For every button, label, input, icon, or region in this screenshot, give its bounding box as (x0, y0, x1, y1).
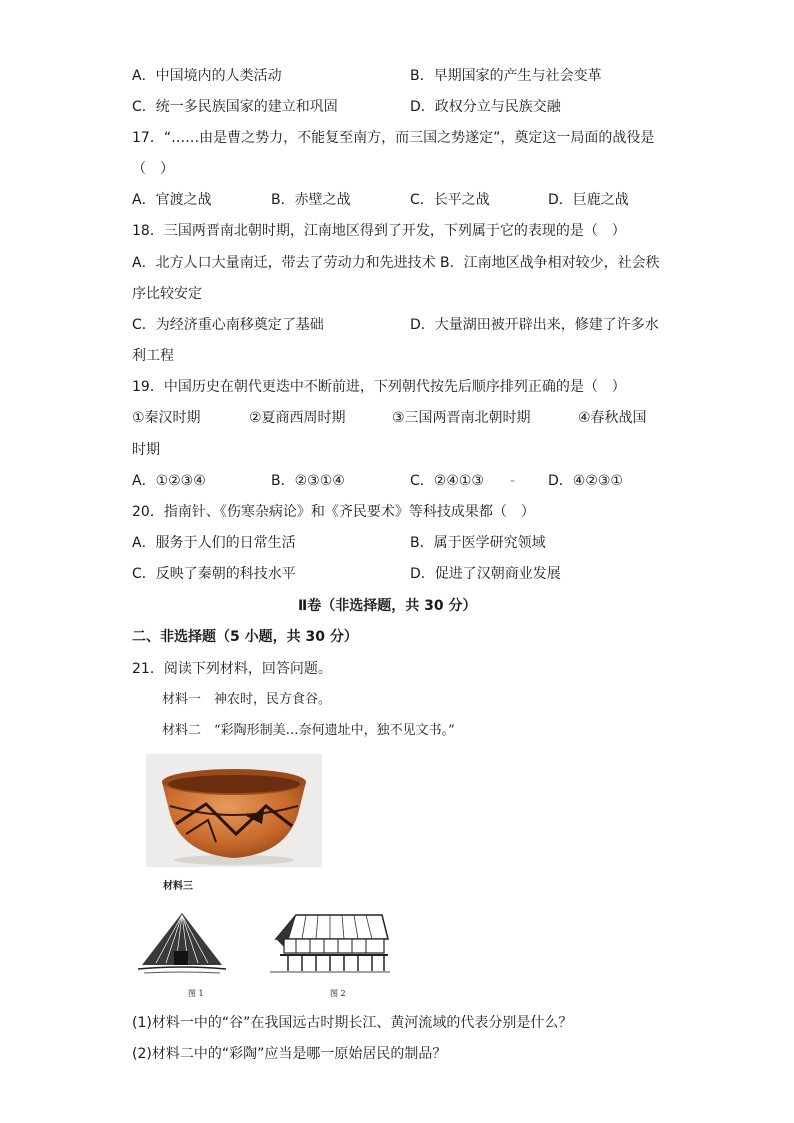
q21-subquestion-2: (2)材料二中的“彩陶”应当是哪一原始居民的制品？ (132, 1046, 447, 1062)
thatched-hut-illustration (136, 909, 228, 979)
q16-option-a: A．中国境内的人类活动 (132, 68, 282, 84)
q21-subquestion-1: (1)材料一中的“谷”在我国远古时期长江、黄河流域的代表分别是什么？ (132, 1015, 573, 1031)
q16-option-c: C．统一多民族国家的建立和巩固 (132, 99, 338, 115)
q19-option-c: C．②④①③ (410, 473, 484, 489)
q20-option-d: D．促进了汉朝商业发展 (410, 566, 561, 582)
figure-1-caption: 图 1 (188, 989, 204, 998)
q17-option-b: B．赤壁之战 (271, 192, 351, 208)
q21-material-1: 材料一 神农时，民方食谷。 (162, 692, 332, 707)
figure-2-caption: 图 2 (330, 989, 346, 998)
q17-option-a: A．官渡之战 (132, 192, 212, 208)
q19-option-a: A．①②③④ (132, 473, 206, 489)
q19-item-4-cont: 时期 (132, 442, 160, 458)
q21-material-3-label: 材料三 (163, 881, 193, 892)
q17-option-d: D．巨鹿之战 (548, 192, 629, 208)
q17-option-c: C．长平之战 (410, 192, 490, 208)
volume-title: Ⅱ卷（非选择题，共 30 分） (298, 598, 477, 614)
stilt-house-illustration (266, 909, 392, 979)
q19-item-2: ②夏商西周时期 (249, 410, 346, 426)
painted-pottery-image (146, 754, 322, 867)
q19-option-c-mark: - (510, 473, 516, 489)
part-title: 二、非选择题（5 小题，共 30 分） (132, 629, 358, 645)
q16-option-d: D．政权分立与民族交融 (410, 99, 561, 115)
q19-option-b: B．②③①④ (271, 473, 345, 489)
q20-stem: 20．指南针、《伤寒杂病论》和《齐民要术》等科技成果都（ ） (132, 504, 535, 520)
q20-option-a: A．服务于人们的日常生活 (132, 535, 296, 551)
q17-answer-blank: （ ） (132, 161, 174, 177)
q21-material-2: 材料二 “彩陶形制美…奈何遗址中，独不见文书。” (162, 723, 455, 738)
q21-stem: 21．阅读下列材料，回答问题。 (132, 661, 332, 677)
q18-option-ab: A．北方人口大量南迁，带去了劳动力和先进技术 B．江南地区战争相对较少，社会秩 (132, 255, 660, 271)
q18-option-d: D．大量湖田被开辟出来，修建了许多水 (410, 317, 659, 333)
q19-option-d: D．④②③① (548, 473, 623, 489)
q19-item-4: ④春秋战国 (578, 410, 647, 426)
q17-stem: 17．“……由是曹之势力，不能复至南方，而三国之势遂定”，奠定这一局面的战役是 (132, 130, 655, 146)
q18-option-d-cont: 利工程 (132, 348, 174, 364)
q18-option-c: C．为经济重心南移奠定了基础 (132, 317, 324, 333)
q19-stem: 19．中国历史在朝代更迭中不断前进，下列朝代按先后顺序排列正确的是（ ） (132, 379, 626, 395)
q16-option-b: B．早期国家的产生与社会变革 (410, 68, 602, 84)
q20-option-b: B．属于医学研究领域 (410, 535, 546, 551)
q20-option-c: C．反映了秦朝的科技水平 (132, 566, 296, 582)
q18-stem: 18．三国两晋南北朝时期，江南地区得到了开发，下列属于它的表现的是（ ） (132, 223, 626, 239)
q18-option-b-cont: 序比较安定 (132, 286, 202, 302)
q19-item-1: ①秦汉时期 (132, 410, 201, 426)
q19-item-3: ③三国两晋南北朝时期 (392, 410, 531, 426)
